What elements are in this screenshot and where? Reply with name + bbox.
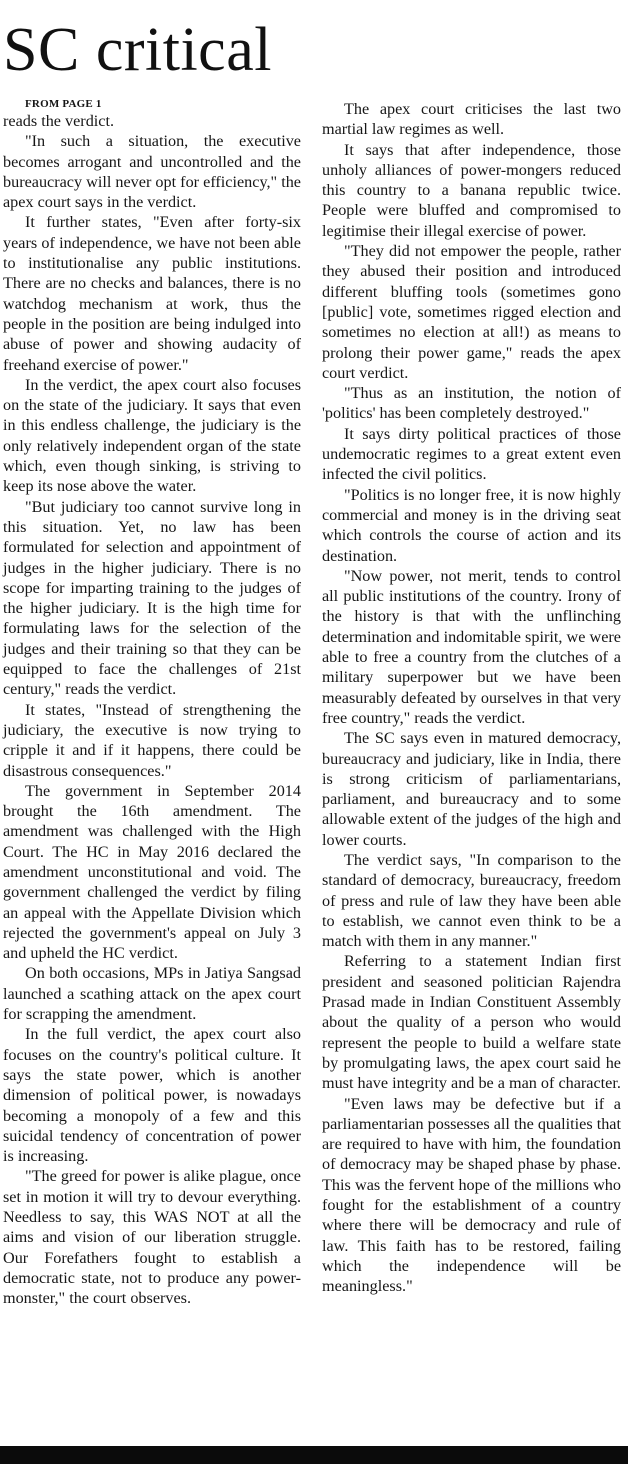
paragraph: "But judiciary too cannot survive long in this situation. Yet, no law has been formulated for selection and appointment of judges in the higher judiciary. There is no scope for imparting training to the judges of the higher judiciary. It is the high time for formulating laws for the selection of the judges and their training so that they can be equipped to face the challenges of 21st century," reads the verdict. xyxy=(3,497,301,699)
article-column-left xyxy=(3,98,301,1309)
paragraph: "Now power, not merit, tends to control all public institutions of the country. Irony of the history is that with the unflinching determination and indomitable spirit, we were able to free a country from the clutches of a military superpower but we have been measurably defeated by ourselves in that very free country," reads the verdict. xyxy=(322,566,621,727)
article-column-right xyxy=(322,99,621,1297)
paragraph: It says dirty political practices of those undemocratic regimes to a great extent even infected the civil politics. xyxy=(322,424,621,484)
paragraph: It says that after independence, those unholy alliances of power-mongers reduced this country to a banana republic twice. People were bluffed and compromised to legitimise their illegal exercise of power. xyxy=(322,140,621,240)
paragraph: In the verdict, the apex court also focuses on the state of the judiciary. It says that even in this endless challenge, the judiciary is the only relatively independent organ of the state which, even though sinking, is striving to keep its nose above the water. xyxy=(3,375,301,496)
paragraph: Referring to a statement Indian first president and seasoned politician Rajendra Prasad made in Indian Constituent Assembly about the quality of a person who would represent the people to build a welfare state by promulgating laws, the apex court said he must have integrity and be a man of character. xyxy=(322,952,621,1093)
paragraph: The SC says even in matured democracy, bureaucracy and judiciary, like in India, there is strong criticism of parliamentarians, parliament, and bureaucracy and to some allowable extent of the judges of the high and lower courts. xyxy=(322,729,621,849)
paragraph: In the full verdict, the apex court also focuses on the country's political culture. It says the state power, which is another dimension of political power, is nowadays becoming a monopoly of a few and this suicidal tendency of concentration of power is increasing. xyxy=(3,1025,301,1166)
paragraph: It further states, "Even after forty-six years of independence, we have not been able to institutionalise any public institutions. There are no checks and balances, there is no watchdog mechanism at work, thus the people in the position are being indulged into abuse of power and showing audacity of freehand exercise of power." xyxy=(3,213,301,374)
paragraph: "Even laws may be defective but if a parliamentarian possesses all the qualities that are required to have with him, the foundation of democracy may be shaped phase by phase. This was the fervent hope of the millions who fought for the establishment of a country where there will be democracy and rule of law. This faith has to be restored, failing which the independence will be meaningless." xyxy=(322,1094,621,1296)
paragraph: "Politics is no longer free, it is now highly commercial and money is in the driving seat which controls the course of action and its destination. xyxy=(322,485,621,565)
paragraph: The verdict says, "In comparison to the standard of democracy, bureaucracy, freedom of press and rule of law they have been able to establish, we cannot even think to be a match with them in any manner." xyxy=(322,850,621,951)
paragraph: "The greed for power is alike plague, once set in motion it will try to devour everything. Needless to say, this WAS NOT at all the aims and vision of our liberation struggle. Our Forefathers fought to establish a democratic state, not to produce any power-monster," the court observes. xyxy=(3,1167,301,1308)
paragraph: "They did not empower the people, rather they abused their position and introduced different bluffing tools (sometimes gono [public] vote, sometimes rigged election and sometimes no election at all!) as means to prolong their power game," reads the apex court verdict. xyxy=(322,242,621,382)
paragraph: On both occasions, MPs in Jatiya Sangsad launched a scathing attack on the apex court for scrapping the amendment. xyxy=(3,964,301,1024)
paragraph: The apex court criticises the last two martial law regimes as well. xyxy=(322,100,621,139)
from-page-kicker: FROM PAGE 1 xyxy=(25,98,102,110)
bottom-border-bar xyxy=(0,1446,628,1464)
paragraph: "Thus as an institution, the notion of 'politics' has been completely destroyed." xyxy=(322,384,621,423)
paragraph: reads the verdict. xyxy=(3,112,115,130)
paragraph: "In such a situation, the executive becomes arrogant and uncontrolled and the bureaucracy will never opt for efficiency," the apex court says in the verdict. xyxy=(3,132,301,212)
headline: SC critical xyxy=(3,16,272,84)
paragraph: It states, "Instead of strengthening the judiciary, the executive is now trying to cripple it and if it happens, there could be disastrous consequences." xyxy=(3,700,301,780)
paragraph: The government in September 2014 brought the 16th amendment. The amendment was challenged with the High Court. The HC in May 2016 declared the amendment unconstitutional and void. The government challenged the verdict by filing an appeal with the Appellate Division which rejected the government's appeal on July 3 and upheld the HC verdict. xyxy=(3,781,301,963)
